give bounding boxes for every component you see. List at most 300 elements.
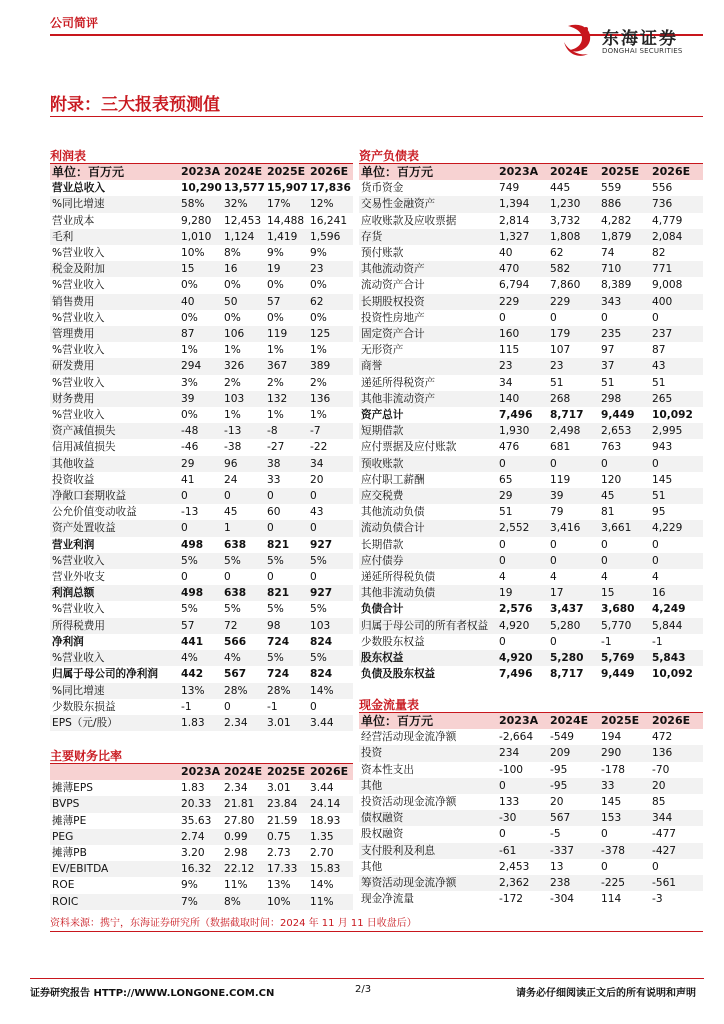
- table-header-row: [359, 713, 703, 729]
- footer-report-link[interactable]: 证券研究报告 HTTP://WWW.LONGONE.COM.CN: [30, 988, 275, 999]
- cell-value: 0%: [224, 279, 241, 292]
- row-label: 货币资金: [361, 182, 404, 195]
- cell-value: -477: [652, 828, 677, 841]
- cell-value: 9%: [181, 879, 198, 892]
- cell-value: -13: [224, 423, 267, 439]
- row-label: 应付债券: [359, 553, 499, 569]
- cell-value: 23: [550, 358, 601, 374]
- cell-value: 22.12: [224, 861, 267, 877]
- table-row: [359, 180, 703, 196]
- table-row: [50, 553, 353, 569]
- table-row: [359, 745, 703, 761]
- cell-value: 445: [550, 182, 571, 195]
- cell-value: 51: [652, 376, 666, 389]
- cell-value: 7,860: [550, 279, 581, 292]
- cell-value: 28%: [267, 683, 310, 699]
- column-header: 2026E: [652, 164, 703, 180]
- cell-value: 12%: [310, 196, 353, 212]
- row-label: 交易性金融资产: [359, 196, 499, 212]
- row-label: 研发费用: [50, 358, 181, 374]
- cell-value: 472: [652, 731, 673, 744]
- cell-value: 2,552: [499, 520, 550, 536]
- table-row: [359, 391, 703, 407]
- cell-value: 18.93: [310, 814, 341, 827]
- cell-value: -70: [652, 763, 670, 776]
- footer-divider: [30, 978, 704, 979]
- cell-value: 0: [224, 571, 231, 584]
- cell-value: 87: [181, 326, 224, 342]
- cell-value: 4,920: [499, 618, 550, 634]
- cell-value: 1,230: [550, 196, 601, 212]
- cell-value: -427: [652, 843, 703, 859]
- row-label: 利润总额: [50, 585, 181, 601]
- table-row: [359, 520, 703, 536]
- cell-value: 28%: [224, 683, 267, 699]
- cell-value: 60: [267, 506, 281, 519]
- cell-value: 400: [652, 294, 703, 310]
- logo-english-name: DONGHAI SECURITIES: [602, 47, 683, 55]
- cell-value: 343: [601, 294, 652, 310]
- cell-value: 107: [550, 344, 571, 357]
- table-row: [50, 472, 353, 488]
- cell-value: 74: [601, 247, 615, 260]
- cell-value: 2.74: [181, 829, 224, 845]
- table-row: [359, 277, 703, 293]
- row-label: 固定资产合计: [359, 326, 499, 342]
- row-label: 长期借款: [361, 538, 404, 551]
- cell-value: 821: [267, 585, 310, 601]
- cell-value: 33: [601, 778, 652, 794]
- cell-value: 34: [499, 376, 513, 389]
- cell-value: 1,124: [224, 229, 267, 245]
- table-row: [359, 875, 703, 891]
- table-row: [359, 261, 703, 277]
- table-row: [359, 488, 703, 504]
- cell-value: 114: [601, 893, 622, 906]
- table-row: [50, 537, 353, 553]
- cashflow-title: 现金流量表: [359, 698, 420, 712]
- column-header: 2025E: [601, 713, 652, 729]
- column-header: 2026E: [310, 164, 353, 180]
- table-row: [359, 569, 703, 585]
- cell-value: 4,249: [652, 603, 686, 616]
- cell-value: 0%: [181, 409, 198, 422]
- cell-value: 17: [550, 585, 601, 601]
- table-row: [359, 504, 703, 520]
- row-label: 其他: [361, 860, 383, 873]
- cell-value: 5,844: [652, 618, 703, 634]
- cell-value: 15.83: [310, 861, 353, 877]
- table-header-row: [50, 764, 353, 780]
- cell-value: -13: [181, 506, 199, 519]
- cell-value: 0: [652, 538, 659, 551]
- cell-value: 15: [181, 261, 224, 277]
- row-label: 少数股东权益: [361, 635, 425, 648]
- cell-value: 106: [224, 326, 267, 342]
- cell-value: -27: [267, 441, 285, 454]
- cell-value: 209: [550, 745, 601, 761]
- cell-value: 638: [224, 585, 267, 601]
- cell-value: 8,717: [550, 668, 584, 681]
- cell-value: 1,930: [499, 423, 550, 439]
- cell-value: 17.33: [267, 861, 310, 877]
- cell-value: -61: [499, 843, 550, 859]
- cell-value: 98: [267, 618, 310, 634]
- table-row: [359, 810, 703, 826]
- cell-value: 0: [601, 860, 608, 873]
- cell-value: 40: [181, 294, 224, 310]
- row-label: 长期股权投资: [359, 294, 499, 310]
- table-row: [359, 407, 703, 423]
- cell-value: 567: [224, 668, 247, 681]
- cell-value: 566: [224, 635, 247, 648]
- cell-value: 556: [652, 182, 673, 195]
- table-row: [50, 894, 353, 910]
- cell-value: 14%: [310, 879, 334, 892]
- cell-value: 1.83: [181, 715, 224, 731]
- cell-value: 0: [652, 553, 703, 569]
- table-row: [50, 439, 353, 455]
- cell-value: -378: [601, 843, 652, 859]
- table-row: [50, 585, 353, 601]
- cell-value: 268: [550, 391, 601, 407]
- unit-label: 单位：百万元: [50, 164, 181, 180]
- cell-value: 39: [550, 488, 601, 504]
- cell-value: 582: [550, 261, 601, 277]
- cell-value: 736: [652, 196, 703, 212]
- table-header-row: [359, 164, 703, 180]
- cell-value: 57: [267, 294, 310, 310]
- cell-value: 45: [224, 506, 238, 519]
- table-row: [359, 666, 703, 682]
- cell-value: 681: [550, 441, 571, 454]
- table-row: [50, 715, 353, 731]
- cell-value: 97: [601, 344, 615, 357]
- cell-value: 34: [310, 456, 353, 472]
- cell-value: 119: [550, 473, 571, 486]
- cell-value: 16,241: [310, 214, 348, 227]
- cell-value: 265: [652, 391, 703, 407]
- cell-value: 72: [224, 618, 267, 634]
- table-row: [50, 488, 353, 504]
- cell-value: -1: [181, 700, 192, 713]
- cell-value: 21.81: [224, 796, 267, 812]
- cell-value: 3,416: [550, 520, 601, 536]
- cell-value: 3,732: [550, 214, 581, 227]
- cell-value: 4,920: [499, 650, 550, 666]
- cell-value: 229: [550, 294, 601, 310]
- cell-value: 5%: [224, 603, 241, 616]
- row-label: 其他收益: [50, 456, 181, 472]
- cell-value: 51: [550, 376, 564, 389]
- cell-value: 17,836: [310, 182, 351, 195]
- cell-value: -5: [550, 828, 561, 841]
- table-row: [50, 618, 353, 634]
- cell-value: 0: [181, 571, 188, 584]
- cell-value: 132: [267, 391, 310, 407]
- row-label: BVPS: [50, 796, 181, 812]
- table-row: [50, 569, 353, 585]
- cell-value: 10,092: [652, 409, 693, 422]
- cell-value: 136: [310, 391, 353, 407]
- cell-value: 12,453: [224, 214, 262, 227]
- row-label: 营业成本: [52, 214, 95, 227]
- cell-value: 8,389: [601, 279, 632, 292]
- cell-value: 476: [499, 441, 520, 454]
- cell-value: 5%: [181, 553, 224, 569]
- unit-label: 单位：百万元: [359, 713, 499, 729]
- cell-value: 0: [652, 860, 659, 873]
- row-label: 负债及股东权益: [361, 668, 436, 681]
- cell-value: 2,576: [499, 603, 533, 616]
- cell-value: 194: [601, 731, 622, 744]
- cell-value: 11%: [224, 879, 248, 892]
- cell-value: 1,010: [181, 229, 224, 245]
- cell-value: 10,092: [652, 668, 693, 681]
- table-row: [50, 520, 353, 536]
- table-row: [359, 650, 703, 666]
- cell-value: 2.34: [224, 782, 248, 795]
- page-title: 附录：三大报表预测值: [50, 95, 220, 115]
- cell-value: 2%: [310, 376, 327, 389]
- cell-value: 5,280: [550, 650, 601, 666]
- balance-sheet-table: [359, 164, 703, 683]
- cell-value: 29: [181, 456, 224, 472]
- cell-value: 21.59: [267, 814, 298, 827]
- cell-value: 824: [310, 668, 333, 681]
- cell-value: 14%: [310, 683, 353, 699]
- cell-value: 2,814: [499, 214, 530, 227]
- cell-value: 441: [181, 635, 204, 648]
- cell-value: 4,779: [652, 214, 683, 227]
- cell-value: 20: [652, 778, 703, 794]
- row-label: 现金净流量: [361, 893, 414, 906]
- row-label: 商誉: [359, 358, 499, 374]
- cell-value: 13: [550, 860, 564, 873]
- cell-value: 33: [267, 473, 281, 486]
- cell-value: 886: [601, 196, 652, 212]
- cell-value: 927: [310, 538, 333, 551]
- cell-value: 5%: [267, 553, 310, 569]
- cell-value: 229: [499, 294, 550, 310]
- row-label: ROE: [52, 879, 75, 892]
- cell-value: 9,280: [181, 214, 212, 227]
- cell-value: 5%: [267, 650, 310, 666]
- cell-value: 5%: [224, 553, 267, 569]
- table-row: [359, 601, 703, 617]
- cell-value: 62: [310, 294, 353, 310]
- table-row: [50, 683, 353, 699]
- cell-value: 344: [652, 810, 703, 826]
- cell-value: 20: [550, 796, 564, 809]
- cell-value: 103: [224, 391, 267, 407]
- cell-value: 7%: [181, 894, 224, 910]
- cell-value: 87: [652, 344, 666, 357]
- cell-value: 2,653: [601, 423, 652, 439]
- cell-value: 40: [499, 247, 513, 260]
- row-label: 销售费用: [50, 294, 181, 310]
- cell-value: 0: [550, 553, 601, 569]
- cell-value: 0: [267, 488, 310, 504]
- cell-value: 237: [652, 326, 703, 342]
- cell-value: 9,008: [652, 279, 683, 292]
- cell-value: 0: [499, 553, 550, 569]
- column-header: 2024E: [224, 764, 267, 780]
- cell-value: 7,496: [499, 409, 533, 422]
- cell-value: 238: [550, 875, 601, 891]
- cell-value: 326: [224, 358, 267, 374]
- cell-value: 5,280: [550, 618, 601, 634]
- cell-value: 10%: [267, 894, 310, 910]
- cell-value: 153: [601, 810, 652, 826]
- cell-value: 3.44: [310, 715, 353, 731]
- cell-value: 0: [601, 538, 608, 551]
- row-label: 净敞口套期收益: [50, 488, 181, 504]
- income-statement-table: [50, 164, 353, 731]
- table-row: [359, 326, 703, 342]
- cell-value: 19: [267, 261, 310, 277]
- row-label: 资产处置收益: [50, 520, 181, 536]
- cell-value: 41: [181, 473, 195, 486]
- row-label: 负债合计: [361, 603, 404, 616]
- cell-value: 10,290: [181, 182, 222, 195]
- row-label: 短期借款: [359, 423, 499, 439]
- column-header: 2025E: [601, 164, 652, 180]
- table-row: [50, 423, 353, 439]
- table-row: [50, 294, 353, 310]
- table-row: [359, 456, 703, 472]
- row-label: EPS（元/股）: [50, 715, 181, 731]
- cell-value: 38: [267, 456, 310, 472]
- row-label: 其他流动负债: [361, 506, 425, 519]
- row-label: 资产总计: [361, 409, 404, 422]
- cell-value: 15,907: [267, 182, 308, 195]
- cell-value: 0: [499, 311, 506, 324]
- cell-value: 5%: [267, 603, 284, 616]
- cell-value: -3: [652, 893, 663, 906]
- table-row: [50, 213, 353, 229]
- row-label: ROIC: [50, 894, 181, 910]
- cell-value: 638: [224, 538, 247, 551]
- row-label: 所得税费用: [50, 618, 181, 634]
- cell-value: 234: [499, 745, 550, 761]
- cell-value: 50: [224, 294, 267, 310]
- cell-value: 927: [310, 585, 353, 601]
- column-header: 2024E: [550, 713, 601, 729]
- cell-value: 179: [550, 326, 601, 342]
- cell-value: 1%: [267, 344, 284, 357]
- cell-value: 5%: [181, 603, 198, 616]
- cell-value: 2,498: [550, 423, 601, 439]
- row-label: %营业收入: [52, 603, 105, 616]
- row-label: 摊薄PB: [52, 847, 87, 860]
- table-row: [359, 891, 703, 907]
- table-row: [359, 375, 703, 391]
- column-header: 2024E: [224, 164, 267, 180]
- row-label: 少数股东损益: [52, 700, 116, 713]
- row-label: 应交税费: [359, 488, 499, 504]
- table-row: [50, 634, 353, 650]
- table-row: [359, 245, 703, 261]
- title-divider: [50, 116, 703, 117]
- cell-value: 3.01: [267, 715, 310, 731]
- table-row: [50, 829, 353, 845]
- table-row: [359, 294, 703, 310]
- cell-value: 0%: [181, 279, 198, 292]
- cell-value: 43: [652, 358, 703, 374]
- row-label: 股东权益: [359, 650, 499, 666]
- cell-value: 3,680: [601, 603, 635, 616]
- column-header: 2023A: [181, 764, 224, 780]
- cell-value: 1,879: [601, 229, 652, 245]
- cell-value: 294: [181, 358, 224, 374]
- row-label: 支付股利及利息: [359, 843, 499, 859]
- cell-value: 57: [181, 618, 224, 634]
- table-row: [50, 504, 353, 520]
- table-row: [50, 375, 353, 391]
- table-row: [359, 358, 703, 374]
- row-label: PEG: [50, 829, 181, 845]
- cell-value: 95: [652, 506, 666, 519]
- income-statement-title: 利润表: [50, 149, 87, 163]
- cell-value: 367: [267, 358, 310, 374]
- cell-value: 2.70: [310, 847, 334, 860]
- header-blank-cell: [50, 764, 181, 780]
- cell-value: 2%: [224, 376, 241, 389]
- cell-value: 0: [181, 520, 224, 536]
- table-row: [359, 778, 703, 794]
- page-number: 2/3: [355, 984, 372, 995]
- cell-value: 4: [652, 571, 659, 584]
- cell-value: 4,229: [652, 520, 703, 536]
- table-row: [359, 472, 703, 488]
- cell-value: 559: [601, 182, 622, 195]
- row-label: 存货: [359, 229, 499, 245]
- cell-value: -304: [550, 893, 575, 906]
- cell-value: 8,717: [550, 409, 584, 422]
- table-row: [359, 423, 703, 439]
- cell-value: 4: [601, 571, 608, 584]
- cell-value: 2.73: [267, 847, 291, 860]
- row-label: 其他非流动负债: [359, 585, 499, 601]
- cell-value: 4: [499, 571, 506, 584]
- cell-value: 749: [499, 182, 520, 195]
- cell-value: -7: [310, 423, 353, 439]
- table-header-row: [50, 164, 353, 180]
- table-row: [50, 845, 353, 861]
- cell-value: 23: [310, 261, 353, 277]
- cell-value: 1%: [181, 344, 198, 357]
- table-row: [50, 261, 353, 277]
- row-label: 税金及附加: [50, 261, 181, 277]
- cell-value: 103: [310, 618, 353, 634]
- table-row: [50, 813, 353, 829]
- cell-value: -225: [601, 875, 652, 891]
- cell-value: 16.32: [181, 861, 224, 877]
- table-row: [50, 699, 353, 715]
- cell-value: 32%: [224, 196, 267, 212]
- cashflow-table: [359, 713, 703, 907]
- row-label: 筹资活动现金流净额: [359, 875, 499, 891]
- cell-value: -178: [601, 763, 626, 776]
- table-row: [359, 342, 703, 358]
- row-label: %营业收入: [50, 553, 181, 569]
- cell-value: 1,327: [499, 229, 550, 245]
- row-label: %营业收入: [52, 247, 105, 260]
- cell-value: -95: [550, 763, 568, 776]
- table-row: [359, 553, 703, 569]
- cell-value: 5%: [310, 553, 353, 569]
